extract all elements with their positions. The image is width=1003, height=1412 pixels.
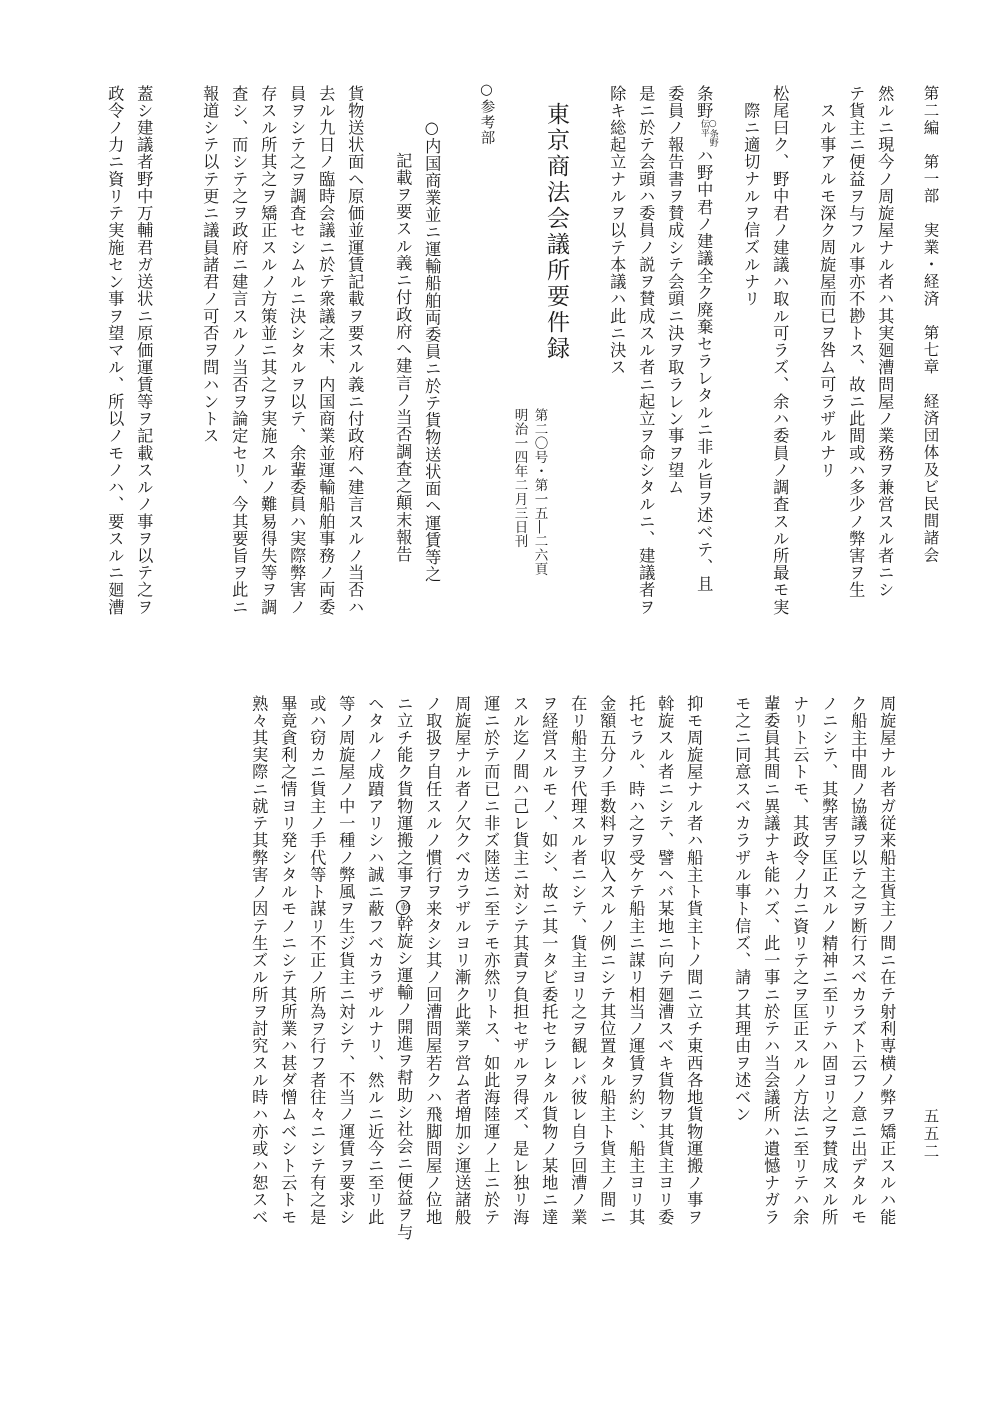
upper-line: 除キ総起立ナルヲ以テ本議ハ此ニ決ス (607, 85, 627, 377)
lower-line: 輩委員其間ニ異議ナキ能ハズ、此一事ニ於テハ当会議所ハ遺憾ナガラ (761, 695, 781, 1226)
report-title: ○内国商業並ニ運輸船舶両委員ニ於テ貨物送状面ヘ運賃等之 (422, 118, 442, 584)
report-line: 報道シテ以テ更ニ議員諸君ノ可否ヲ問ハントス (200, 85, 220, 445)
lower-line: 或ハ窃カニ貨主ノ手代等ト謀リ不正ノ所為ヲ行フ者往々ニシテ有之是 (307, 695, 327, 1226)
lower-line: 周旋屋ナル者ガ従来船主貨主ノ間ニ在テ射利専横ノ弊ヲ矯正スルハ能 (877, 695, 897, 1226)
lower-line: 抑モ周旋屋ナル者ハ船主ト貨主トノ間ニ立チ東西各地貨物運搬ノ事ヲ (684, 695, 704, 1226)
lower-line: ク船主中間ノ協議ヲ以テ之ヲ断行スベカラズト云フノ意ニ出デタルモ (848, 695, 868, 1226)
upper-line: 委員ノ報告書ヲ賛成シテ会頭ニ決ヲ取ラレン事ヲ望ム (665, 85, 685, 496)
speaker-line (695, 85, 717, 665)
annotation-left: 伝平 (698, 119, 709, 138)
upper-line: 是ニ於テ会頭ハ委員ノ説ヲ賛成スル者ニ起立ヲ命シタルニ、建議者ヲ (636, 85, 656, 616)
upper-line: スル事アルモ深ク周旋屋而已ヲ咎ム可ラザルナリ (817, 102, 837, 479)
lower-line: 托セラル、時ハ之ヲ受ケテ船主ニ謀リ相当ノ運賃ヲ約シ、船主ヨリ其 (626, 695, 646, 1226)
annotated-text-after: 幹旋シ運輸ノ開進ヲ幇助シ社会ニ便益ヲ与 (394, 915, 414, 1241)
lower-line: 運ニ於テ而已ニ非ズ陸送ニ至テモ亦然リトス、如此海陸運ノ上ニ於テ (481, 695, 501, 1226)
lower-line: 畢竟貪利之情ヨリ発シタルモノニシテ其所業ハ甚ダ憎ムベシト云トモ (278, 695, 298, 1226)
lower-line: ノニシテ、其弊害ヲ匡正スルノ精神ニ至リテハ固ヨリ之ヲ賛成スル所 (819, 695, 839, 1226)
report-line: 存スル所其之ヲ矯正スルノ方策並ニ其之ヲ実施スルノ難易得失等ヲ調 (258, 85, 278, 616)
lower-line: ヘタルノ成蹟アリシハ誠ニ蔽フベカラザルナリ、然ルニ近今ニ至リ此 (365, 695, 385, 1226)
report-line: 査シ、而シテ之ヲ政府ニ建言スルノ当否ヲ論定セリ、今其要旨ヲ此ニ (229, 85, 249, 616)
lower-line: 熟々其実際ニ就テ其弊害ノ因テ生ズル所ヲ討究スル時ハ亦或ハ恕スベ (249, 695, 269, 1226)
report-line: 蓋シ建議者野中万輔君ガ送状ニ原価運賃等ヲ記載スルノ事ヲ以テ之ヲ (134, 85, 154, 616)
speaker-annotation (699, 119, 717, 147)
speaker-text: ハ野中君ノ建議全ク廃棄セラレタルニ非ル旨ヲ述ベテ、且 (694, 147, 714, 593)
citation-issue: 第二〇号・第一五―二六頁 (531, 408, 548, 576)
report-line: 貨物送状面ヘ原価並運賃記載ヲ要スル義ニ付政府ヘ建言スルノ当否ハ (345, 85, 365, 616)
upper-line: 然ルニ現今ノ周旋屋ナル者ハ其実廻漕問屋ノ業務ヲ兼営スル者ニシ (875, 85, 895, 599)
lower-line: スル迄ノ間ハ己レ貨主ニ対シテ其責ヲ負担セザルヲ得ズ、是レ独リ海 (510, 695, 530, 1226)
reference-label: ○参考部 (478, 82, 495, 146)
editorial-correction: 斡 (398, 902, 410, 914)
lower-line: 斡旋スル者ニシテ、譬ヘバ某地ニ向テ廻漕スベキ貨物ヲ其貨主ヨリ委 (655, 695, 675, 1226)
lower-line: ノ取扱ヲ自任スルノ慣行ヲ来タシ其ノ回漕問屋若クハ飛脚問屋ノ位地 (423, 695, 443, 1226)
report-line: 員ヲシテ之ヲ調査セシムルニ決シタルヲ以テ、余輩委員ハ実際弊害ノ (287, 85, 307, 616)
lower-line: ナリト云トモ、其政令ノ力ニ資リテ之ヲ匡正スルノ方法ニ至リテハ余 (790, 695, 810, 1226)
report-line: 政令ノ力ニ資リテ実施セン事ヲ望マル、所以ノモノハ、要スルニ廻漕 (105, 85, 125, 616)
lower-line: 周旋屋ナル者ノ欠クベカラザルヨリ漸ク此業ヲ営ム者増加シ運送諸般 (452, 695, 472, 1226)
lower-line: 等ノ周旋屋ノ中一種ノ弊風ヲ生ジ貨主ニ対シテ、不当ノ運賃ヲ要求シ (336, 695, 356, 1226)
speaker-name: 条野 (694, 85, 714, 120)
report-line: 去ル九日ノ臨時会議ニ於テ衆議之末、内国商業並運輸船舶事務ノ両委 (316, 85, 336, 616)
upper-line: 松尾曰ク、野中君ノ建議ハ取ル可ラズ、余ハ委員ノ調査スル所最モ実 (770, 85, 790, 616)
page-number: 五五二 (921, 1108, 940, 1161)
lower-line-annotated (394, 695, 414, 1310)
lower-line: 在リ船主ヲ代理スル者ニシテ、貨主ヨリ之ヲ観レバ彼レ自ラ回漕ノ業 (568, 695, 588, 1226)
annotated-text-before: ニ立チ能ク貨物運搬之事ヲ (394, 695, 414, 901)
upper-line: 際ニ適切ナルヲ信ズルナリ (741, 102, 761, 308)
section-title: 東京商法会議所要件録 (543, 102, 569, 362)
report-subtitle: 記載ヲ要スル義ニ付政府ヘ建言ノ当否調査之顛末報告 (393, 152, 413, 563)
lower-line: モ之ニ同意スベカラザル事ト信ズ、請フ其理由ヲ述ベン (732, 695, 752, 1123)
running-head: 第二編 第一部 実業・経済 第七章 経済団体及ビ民間諸会 (921, 85, 940, 564)
lower-line: 金額五分ノ手数料ヲ収入スルノ例ニシテ其位置タル船主ト貨主ノ間ニ (597, 695, 617, 1226)
citation-date: 明治一四年二月三日刊 (511, 408, 528, 548)
lower-line: ヲ経営スルモノ、如シ、故ニ其一タビ委托セラレタル貨物ノ某地ニ達 (539, 695, 559, 1226)
annotation-right: ○条野 (707, 119, 718, 148)
upper-line: テ貨主ニ便益ヲ与フル事亦不尠トス、故ニ此間或ハ多少ノ弊害ヲ生 (846, 85, 866, 599)
